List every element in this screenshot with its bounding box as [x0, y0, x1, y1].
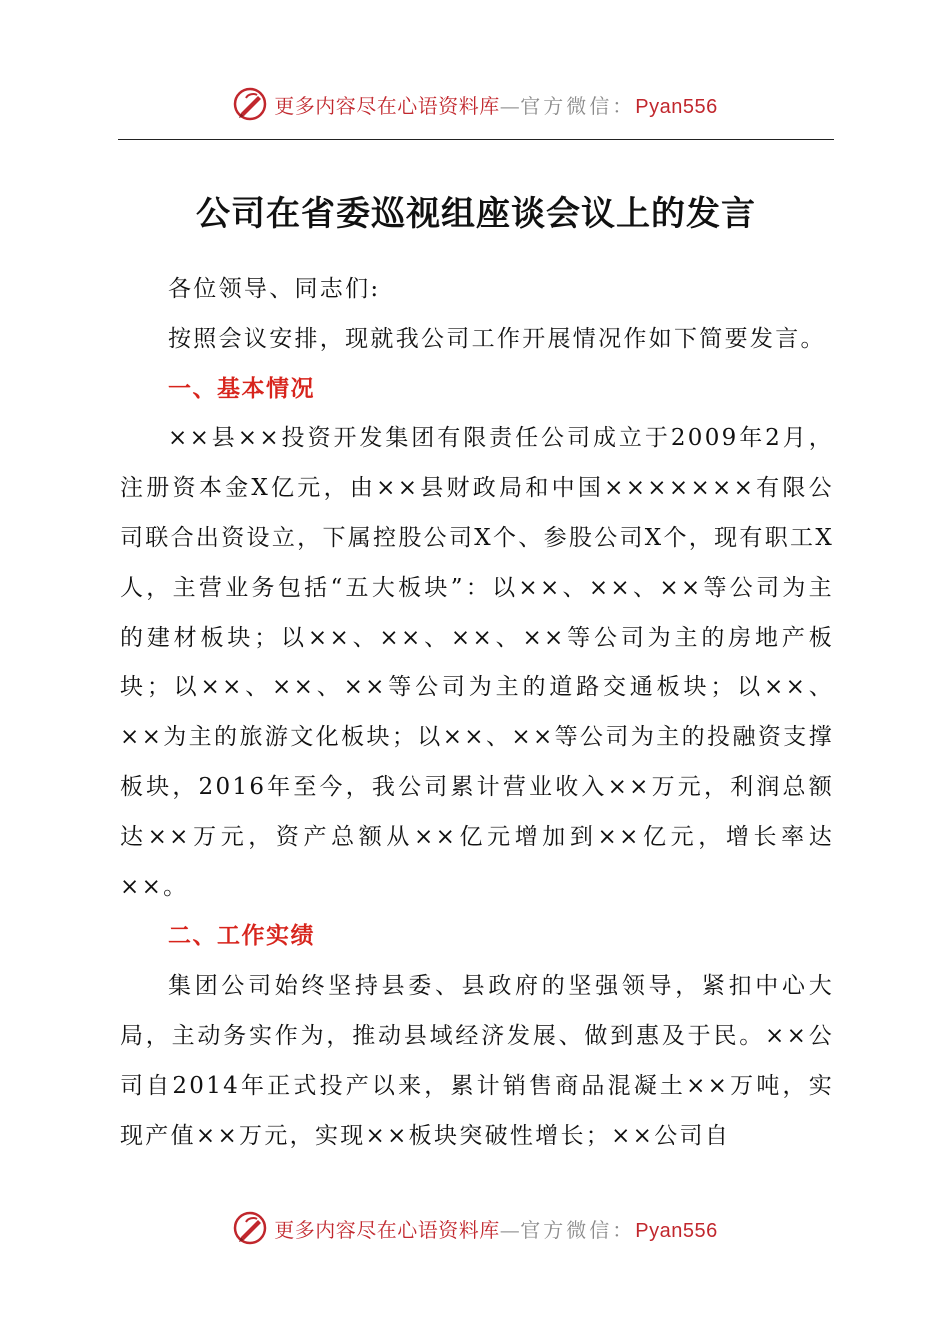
- salutation: 各位领导、同志们:: [168, 276, 381, 302]
- header-watermark: [0, 82, 950, 126]
- pen-logo-icon: [232, 1210, 268, 1246]
- document-body: [120, 265, 834, 1161]
- watermark-label: 官方微信：: [520, 1217, 636, 1242]
- watermark-label: 官方微信：: [520, 93, 636, 118]
- watermark-main: 更多内容尽在心语资料库: [274, 1217, 500, 1242]
- watermark-text: [274, 90, 717, 119]
- watermark-wechat-id: Pyan556: [635, 1219, 718, 1242]
- header-divider: [118, 139, 834, 140]
- footer-watermark: [0, 1206, 950, 1250]
- basic-info-paragraph: ××县××投资开发集团有限责任公司成立于2009年2月，注册资本金X亿元，由××县财政局和中国×××××××有限公司联合出资设立，下属控股公司X个、参股公司X个，现有职工X人，主营业务包括“五大板块”：以××、××、××等公司为主的建材板块；以××、××、××、××等公司为主的房地产板块；以××、××、××等公司为主的道路交通板块；以××、××为主的旅游文化板块；以××、××等公司为主的投融资支撑板块，2016年至今，我公司累计营业收入××万元，利润总额达××万元，资产总额从××亿元增加到××亿元，增长率达××。: [120, 425, 834, 900]
- document-title: 公司在省委巡视组座谈会议上的发言: [196, 194, 756, 234]
- watermark-main: 更多内容尽在心语资料库: [274, 93, 500, 118]
- pen-logo-icon: [232, 86, 268, 122]
- intro-paragraph: 按照会议安排，现就我公司工作开展情况作如下简要发言。: [168, 325, 826, 352]
- watermark-wechat-id: Pyan556: [635, 95, 718, 118]
- section-heading-achievements: 二、工作实绩: [168, 923, 315, 950]
- watermark-dash: —: [499, 93, 521, 118]
- watermark-text: [274, 1214, 717, 1243]
- watermark-dash: —: [499, 1217, 521, 1242]
- achievements-paragraph: 集团公司始终坚持县委、县政府的坚强领导，紧扣中心大局，主动务实作为，推动县域经济发展、做到惠及于民。××公司自2014年正式投产以来，累计销售商品混凝土××万吨，实现产值××万元，实现××板块突破性增长；××公司自: [120, 973, 834, 1149]
- section-heading-basic-info: 一、基本情况: [168, 375, 315, 402]
